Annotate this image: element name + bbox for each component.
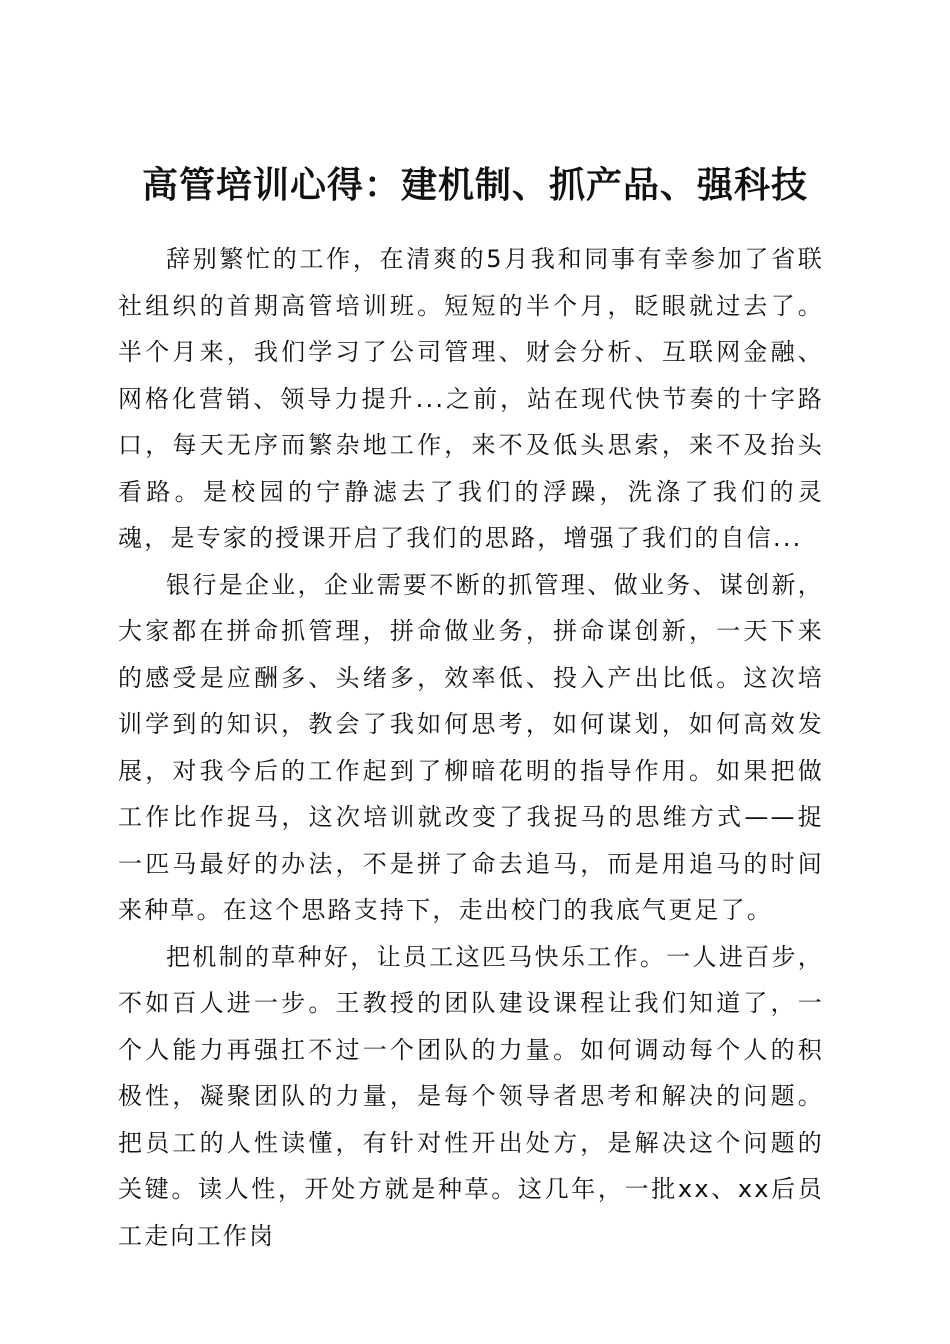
document-body [118,236,824,1259]
document-title: 高管培训心得：建机制、抓产品、强科技 [141,164,808,207]
paragraph-2: 银行是企业，企业需要不断的抓管理、做业务、谋创新，大家都在拼命抓管理，拼命做业务，拼命谋创新，一天下来的感受是应酬多、头绪多，效率低、投入产出比低。这次培训学到的知识，教会了我如何思考，如何谋划，如何高效发展，对我今后的工作起到了柳暗花明的指导作用。如果把做工作比作捉马，这次培训就改变了我捉马的思维方式——捉一匹马最好的办法，不是拼了命去追马，而是用追马的时间来种草。在这个思路支持下，走出校门的我底气更足了。 [118,570,824,924]
paragraph-3: 把机制的草种好，让员工这匹马快乐工作。一人进百步，不如百人进一步。王教授的团队建设课程让我们知道了，一个人能力再强扛不过一个团队的力量。如何调动每个人的积极性，凝聚团队的力量，是每个领导者思考和解决的问题。把员工的人性读懂，有针对性开出处方，是解决这个问题的关键。读人性，开处方就是种草。这几年，一批xx、xx后员工走向工作岗 [118,942,824,1250]
paragraph-1: 辞别繁忙的工作，在清爽的5月我和同事有幸参加了省联社组织的首期高管培训班。短短的半个月，眨眼就过去了。半个月来，我们学习了公司管理、财会分析、互联网金融、网格化营销、领导力提升...之前，站在现代快节奏的十字路口，每天无序而繁杂地工作，来不及低头思索，来不及抬头看路。是校园的宁静滤去了我们的浮躁，洗涤了我们的灵魂，是专家的授课开启了我们的思路，增强了我们的自信... [118,245,824,552]
